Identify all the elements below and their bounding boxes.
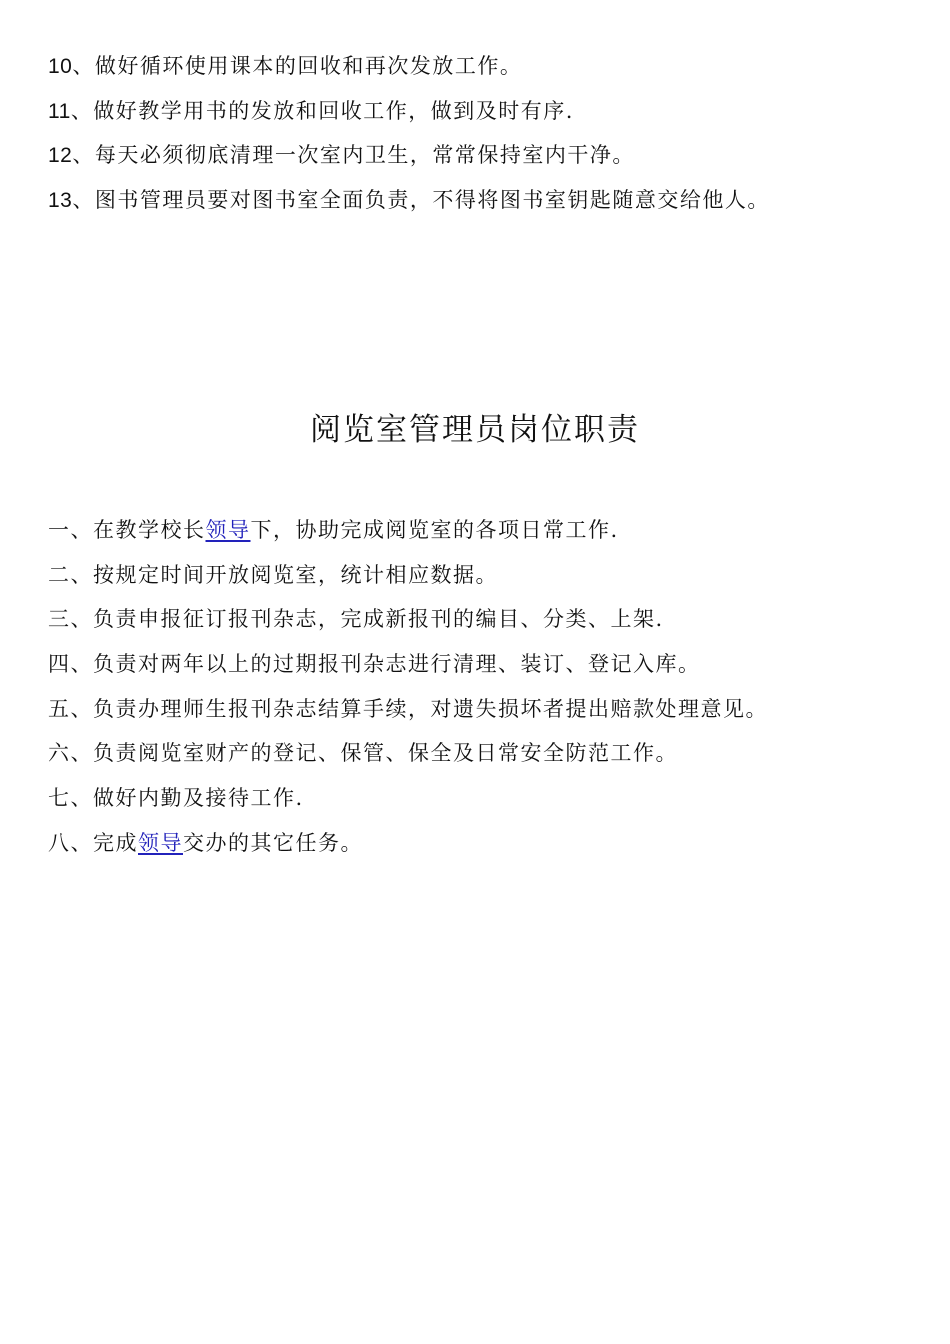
leadership-link[interactable]: 领导 — [138, 830, 183, 855]
duty-text: 七、做好内勤及接待工作. — [48, 786, 304, 811]
duty-text: 四、负责对两年以上的过期报刊杂志进行清理、装订、登记入库。 — [48, 652, 701, 677]
item-number: 11 — [48, 99, 71, 123]
duty-text: 一、在教学校长 — [48, 518, 206, 542]
duty-text-after: 下，协助完成阅览室的各项日常工作. — [250, 518, 619, 542]
section-title: 阅览室管理员岗位职责 — [310, 412, 640, 448]
item-number: 10 — [48, 55, 73, 78]
item-number: 12 — [48, 144, 73, 168]
duty-item — [48, 597, 908, 642]
duty-item — [48, 642, 908, 687]
reading-room-duties-list — [48, 508, 908, 866]
leadership-link[interactable]: 领导 — [205, 518, 251, 542]
library-duties-list-continued — [48, 44, 908, 223]
duty-item — [48, 508, 908, 553]
duty-text-after: 交办的其它任务。 — [183, 830, 363, 855]
duty-text: 三、负责申报征订报刊杂志，完成新报刊的编目、分类、上架. — [48, 607, 664, 632]
item-text: 、做好循环使用课本的回收和再次发放工作。 — [72, 54, 523, 78]
list-item — [48, 133, 908, 178]
list-item — [48, 89, 908, 134]
duty-text: 八、完成 — [48, 830, 138, 855]
item-text: 、做好教学用书的发放和回收工作，做到及时有序. — [70, 98, 574, 123]
list-item — [48, 178, 908, 223]
list-item — [48, 44, 908, 89]
item-text: 、每天必须彻底清理一次室内卫生，常常保持室内干净。 — [72, 143, 635, 168]
duty-text: 二、按规定时间开放阅览室，统计相应数据。 — [48, 562, 498, 587]
duty-item — [48, 553, 908, 598]
duty-item — [48, 731, 908, 776]
item-number: 13 — [48, 189, 73, 213]
item-text: 、图书管理员要对图书室全面负责，不得将图书室钥匙随意交给他人。 — [72, 188, 770, 213]
duty-item — [48, 776, 908, 821]
duty-item — [48, 687, 908, 732]
duty-text: 六、负责阅览室财产的登记、保管、保全及日常安全防范工作。 — [48, 741, 678, 766]
duty-text: 五、负责办理师生报刊杂志结算手续，对遗失损坏者提出赔款处理意见。 — [48, 696, 768, 721]
duty-item — [48, 821, 908, 866]
